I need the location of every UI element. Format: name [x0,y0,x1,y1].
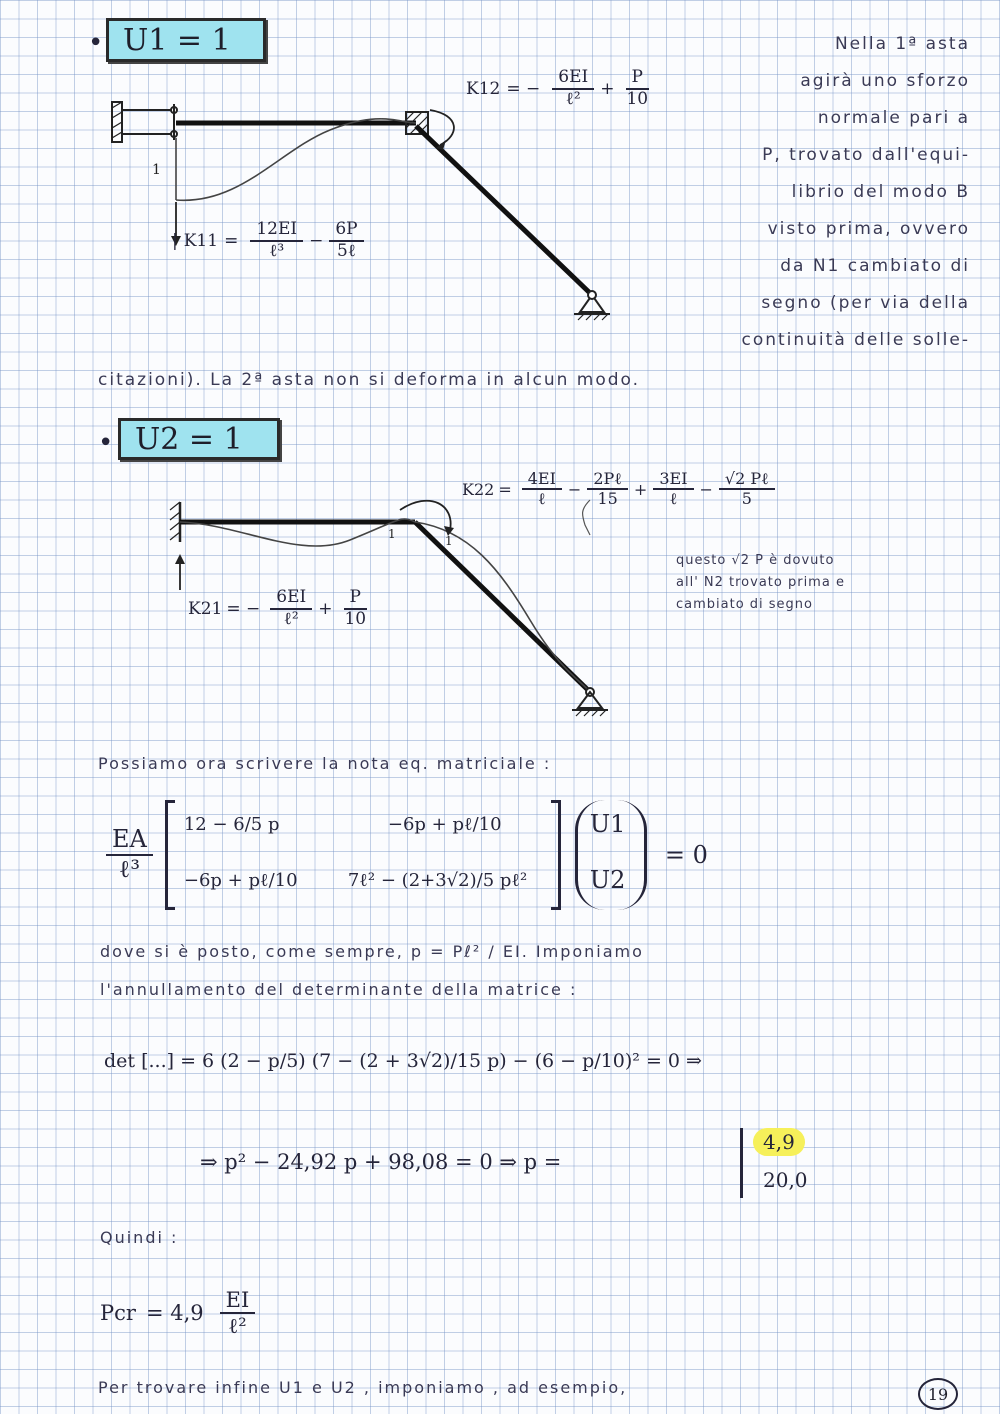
note1-line: da N1 cambiato di [780,256,970,276]
matrix-a11: 12 − 6/5 p [183,814,280,835]
k21-den2: 10 [344,608,367,629]
k12-den1: ℓ² [565,88,581,109]
note1-line: visto prima, ovvero [767,219,970,239]
k21-num1: 6EI [270,588,312,610]
stiffness-matrix [165,800,561,910]
pcr-formula [100,1288,261,1338]
note2-line: questo √2 P è dovuto [676,553,835,568]
vector-u2: U2 [589,866,626,894]
note2-line: all' N2 trovato prima e [676,575,845,590]
pcr-den: ℓ² [228,1314,247,1339]
root-second: 20,0 [763,1168,808,1192]
note1-line: agirà uno sforzo [800,71,970,91]
displacement-label: 1 [152,162,161,178]
matrix-prefix-den: ℓ³ [118,855,140,883]
matrix-equation [100,800,708,910]
root-critical: 4,9 [753,1128,805,1156]
k22-den1: ℓ [537,489,546,509]
note1-line: continuità delle solle- [741,330,970,350]
k21-num2: P [344,588,367,610]
roots-brace [740,1128,821,1198]
det-intro-line2: l'annullamento del determinante della matrice : [100,980,578,999]
det-intro-line1: dove si è posto, come sempre, p = Pℓ² / EI. Imponiamo [100,942,644,961]
quadratic-equation: ⇒ p² − 24,92 p + 98,08 = 0 ⇒ p = [200,1150,562,1174]
u2-box: U2 = 1 [118,418,280,460]
matrix-a21: −6p + pℓ/10 [183,870,298,891]
pcr-label: Pcr [100,1301,136,1326]
bullet: • [98,428,114,458]
note1-line: segno (per via della [761,293,970,313]
matrix-intro: Possiamo ora scrivere la nota eq. matriciale : [98,754,552,773]
k22-den2: 15 [597,489,618,509]
det-equation: det [...] = 6 (2 − p/5) (7 − (2 + 3√2)/15 p) − (6 − p/10)² = 0 ⇒ [104,1050,702,1072]
vector-u1: U1 [589,810,626,838]
last-line: Per trovare infine U1 e U2 , imponiamo , ad esempio, [98,1378,628,1397]
u1-box: U1 = 1 [106,18,266,62]
k11-num2: 6P [329,220,363,242]
k11-formula: | K11 = $\frac{12EI}{\text{ℓ³}}$ − $\frac{6P}{\text{5ℓ}}$ [172,220,370,261]
k11-label: K11 [183,230,219,251]
pcr-num: EI [220,1288,256,1314]
k22-label: K22 [462,479,495,499]
note1-line: librio del modo B [791,182,970,202]
matrix-rhs: = 0 [664,841,708,869]
k11-num1: 12EI [250,220,303,242]
matrix-prefix-num: EA [106,826,153,856]
k22-num4: √2 Pℓ [719,470,775,490]
k12-label: K12 [466,78,501,99]
page-number: 19 [918,1378,958,1410]
k12-den2: 10 [626,88,649,109]
bullet: • [88,28,104,58]
side-note-2 [676,550,976,616]
note1-line: Nella 1ª asta [834,34,970,54]
rotation-label-2: 1 [445,534,453,548]
matrix-a12: −6p + pℓ/10 [387,814,502,835]
note1-line: normale pari a [817,108,970,128]
k21-formula: K21 = − $\frac{6EI}{\text{ℓ²}}$ + $\frac{P}{10}$ [188,588,378,629]
k22-den3: ℓ [669,489,678,509]
note2-line: cambiato di segno [676,597,814,612]
k22-den4: 5 [741,489,752,509]
k22-num2: 2Pℓ [587,470,628,490]
k12-num2: P [626,68,649,90]
k22-num1: 4EI [522,470,562,490]
pcr-value: = 4,9 [145,1301,204,1326]
side-note-1 [650,26,970,359]
note1-line: P, trovato dall'equi- [762,145,970,165]
k21-den1: ℓ² [283,608,299,629]
k11-den1: ℓ³ [269,240,285,261]
matrix-a22: 7ℓ² − (2+3√2)/5 pℓ² [347,870,528,891]
k22-num3: 3EI [653,470,693,490]
k12-formula: K12 = − $\frac{6EI}{\text{ℓ²}}$ + $\frac{P}{10}$ [466,68,660,109]
k11-den2: 5ℓ [336,240,356,261]
rotation-label-1: 1 [388,527,396,541]
displacement-vector [575,800,647,910]
k21-label: K21 [188,598,223,619]
note1-continuation: citazioni). La 2ª asta non si deforma in alcun modo. [98,370,641,390]
k12-num1: 6EI [552,68,594,90]
quindi-label: Quindi : [100,1228,179,1247]
k22-formula: K22 = $\frac{4EI}{\text{ℓ}}$ − $\frac{\text{2Pℓ}}{15}$ + $\frac{3EI}{\text{ℓ}}$ − $\frac{\text{√2 Pℓ}}{5}$ [462,470,781,509]
